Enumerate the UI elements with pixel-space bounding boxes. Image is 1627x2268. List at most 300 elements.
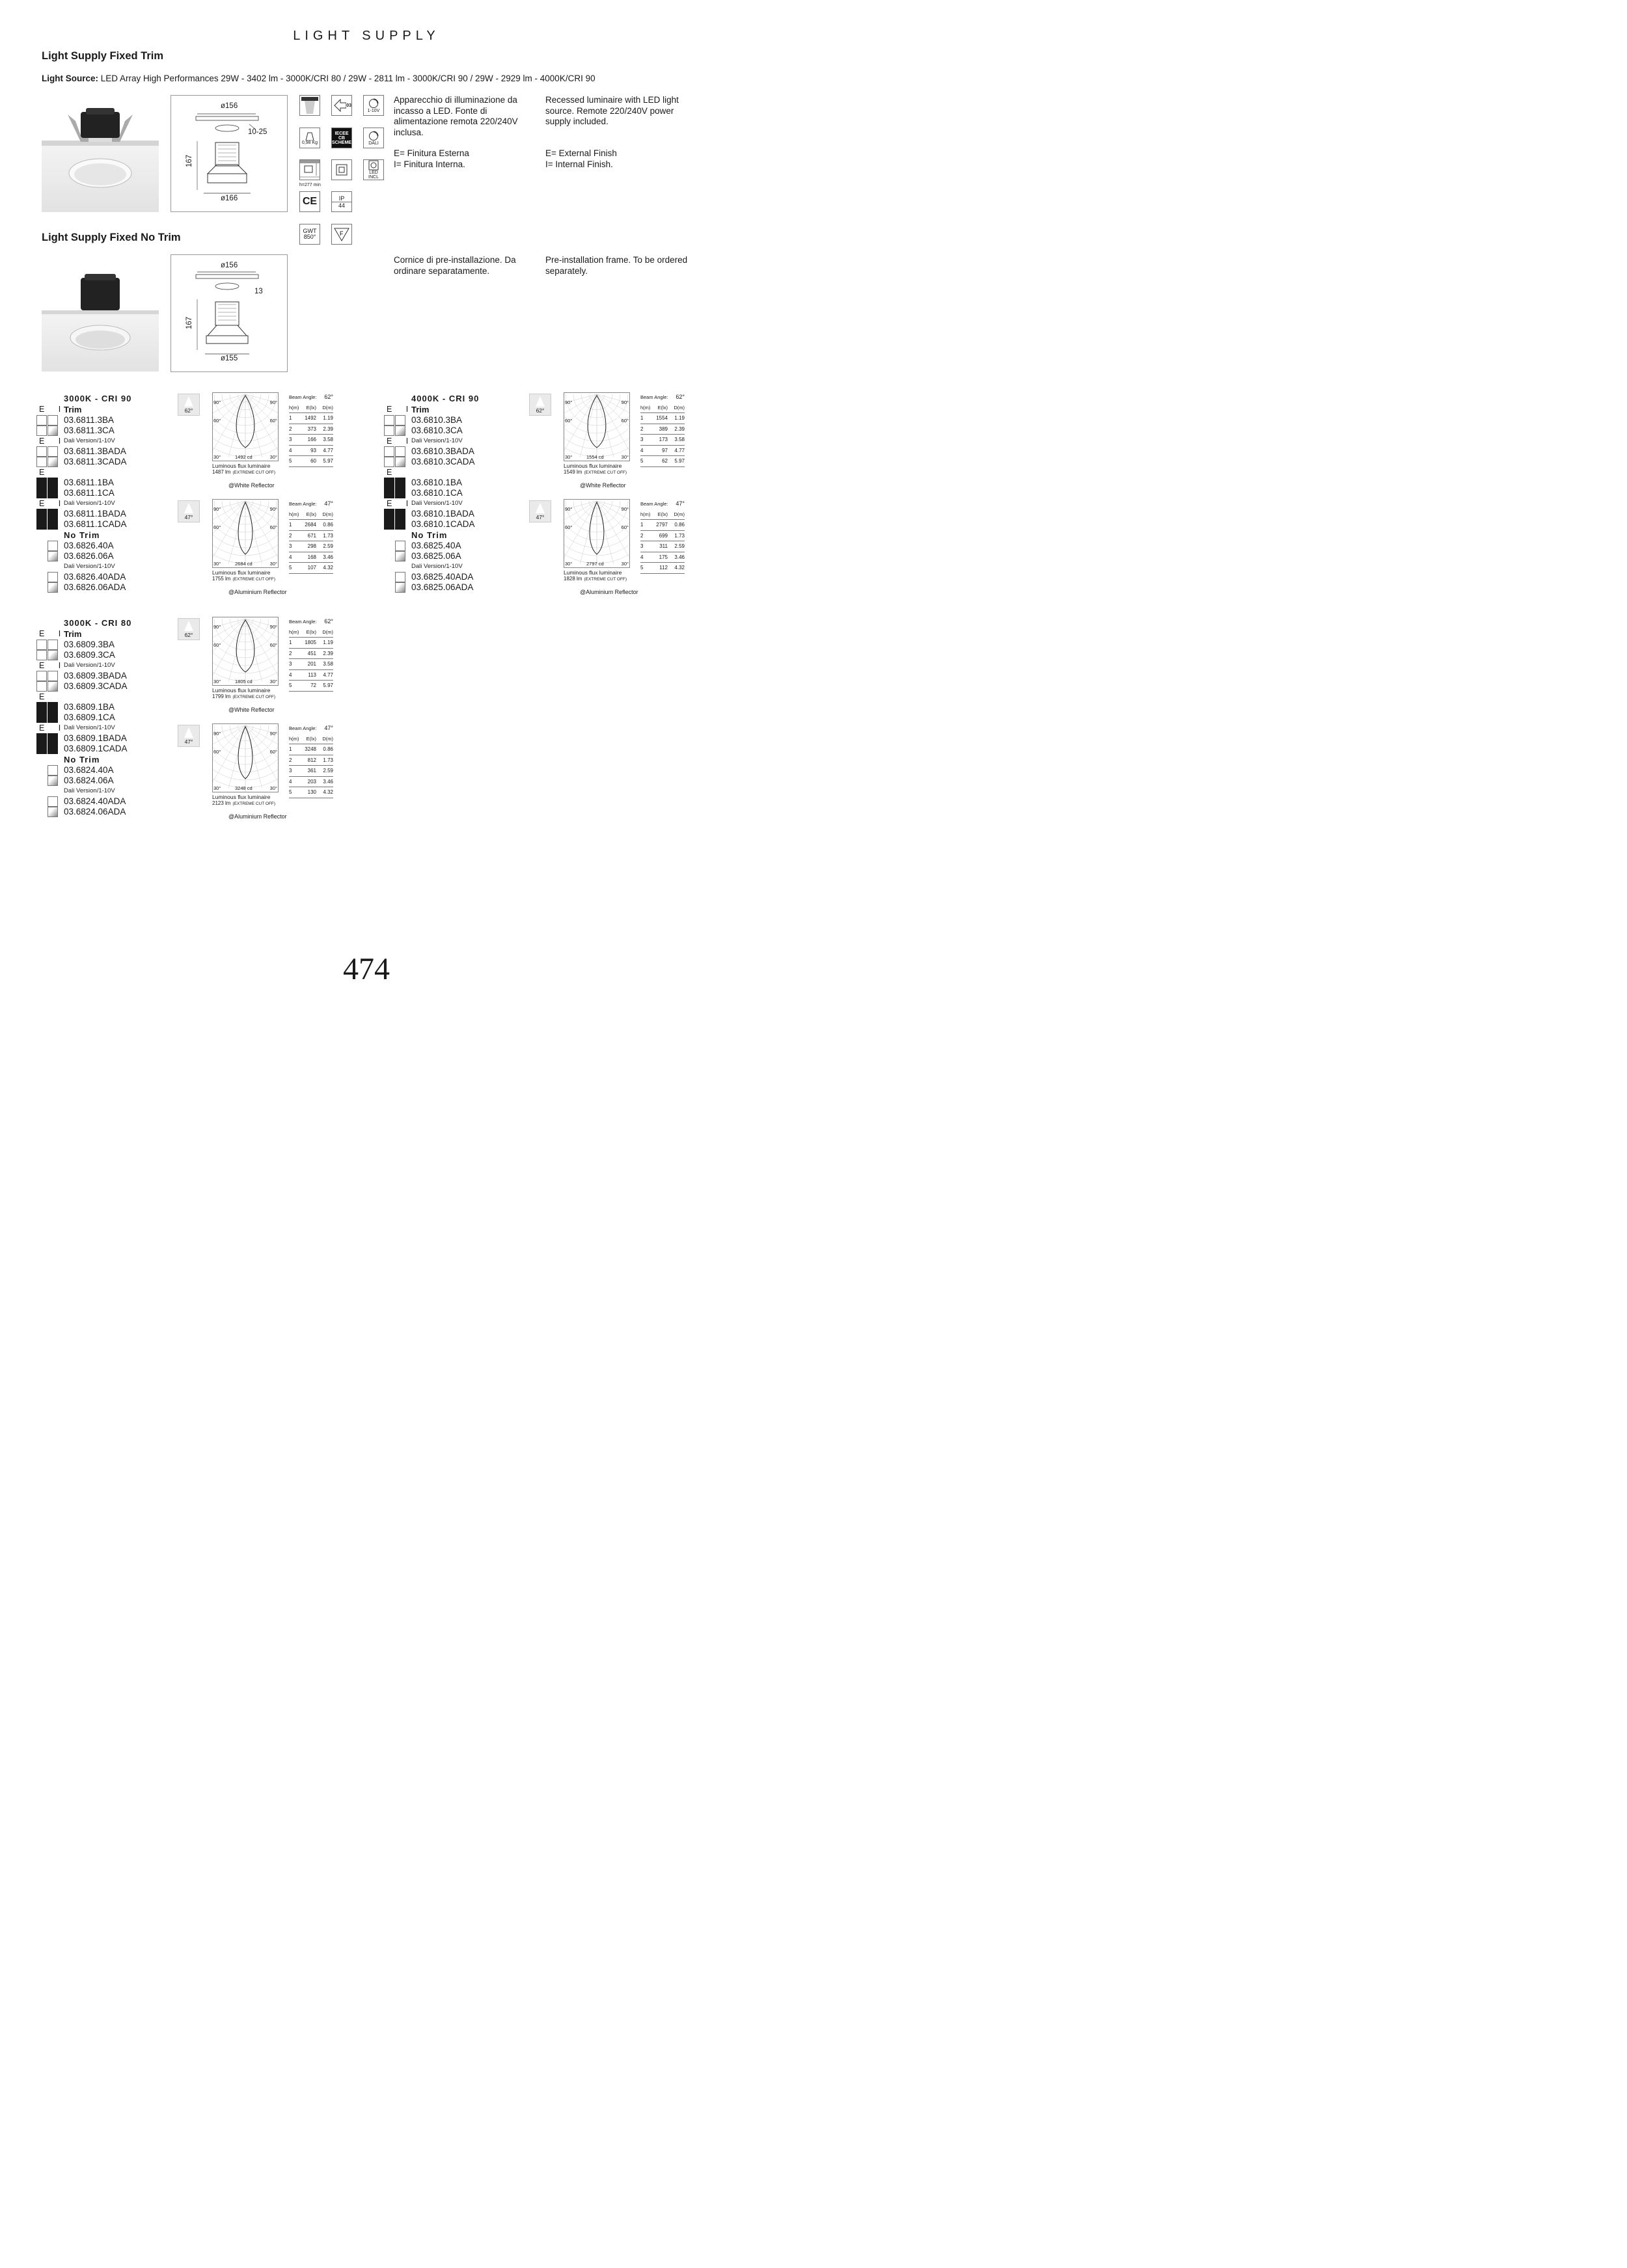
table-row	[640, 413, 685, 424]
table-row	[289, 413, 333, 424]
finish-swatch-external	[36, 509, 47, 519]
angle-90-left: 90°	[213, 506, 221, 512]
photometric-panel	[178, 617, 347, 721]
col-e: E(lx)	[306, 404, 316, 411]
table-cell: 2797	[656, 522, 668, 528]
col-h: h(m)	[289, 404, 299, 411]
table-cell: 699	[659, 532, 668, 539]
trim-heading: Trim	[64, 629, 82, 639]
product-code: 03.6811.1BADA	[64, 509, 126, 519]
finish-swatch-external	[36, 446, 47, 457]
finish-swatch-external	[384, 509, 394, 519]
spotlight-icon	[299, 95, 320, 116]
table-row	[289, 552, 333, 563]
install-height-label: h=277 min	[299, 183, 321, 187]
finish-swatch-external	[36, 702, 47, 712]
ce-mark-icon: CE	[299, 191, 320, 212]
finish-swatch-internal	[48, 446, 58, 457]
table-cell: 1	[289, 746, 292, 752]
dimmer-icon	[363, 95, 384, 116]
beam-angle-row	[289, 392, 333, 403]
finish-swatch	[395, 541, 405, 551]
product-code: 03.6824.40ADA	[64, 796, 126, 806]
table-cell: 3	[289, 661, 292, 667]
finish-swatch-internal	[48, 671, 58, 681]
finish-swatch-external	[384, 457, 394, 467]
finish-swatch	[48, 807, 58, 817]
angle-90-left: 90°	[213, 624, 221, 630]
dim-depth: 10-25	[248, 128, 267, 136]
product-code: 03.6825.40A	[411, 541, 461, 550]
description-italian: Apparecchio di illuminazione da incasso a LED. Fonte di alimentazione remota 220/240V inclusa.	[394, 95, 518, 137]
table-row	[640, 531, 685, 542]
luminous-flux-value	[564, 576, 627, 582]
finish-swatch	[395, 582, 405, 593]
table-row	[289, 649, 333, 660]
ei-header: E I	[39, 405, 67, 414]
beam-angle-row	[289, 617, 333, 627]
table-header	[289, 734, 333, 745]
beam-angle-chip	[529, 394, 551, 416]
luminous-flux-label: Luminous flux luminaire	[212, 794, 271, 800]
beam-angle-chip-label: 47°	[536, 514, 545, 520]
angle-60-right: 60°	[269, 642, 277, 648]
table-cell: 5	[289, 565, 292, 571]
finish-swatch-external	[384, 488, 394, 498]
finish-swatch-internal	[48, 425, 58, 436]
table-cell: 5	[289, 789, 292, 795]
table-cell: 5	[289, 458, 292, 464]
polar-diagram	[564, 392, 630, 461]
luminous-flux-value	[212, 469, 275, 475]
finish-swatch-internal	[48, 702, 58, 712]
product-code: 03.6825.40ADA	[411, 572, 474, 582]
finish-legend-english	[545, 148, 676, 170]
table-cell: 2.59	[674, 543, 685, 549]
angle-90-left: 90°	[565, 506, 573, 512]
table-row	[640, 541, 685, 552]
angle-30-left: 30°	[565, 561, 573, 567]
beam-angle-chip	[178, 394, 200, 416]
angle-90-left: 90°	[565, 399, 573, 405]
angle-90-right: 90°	[269, 731, 277, 736]
table-cell: 3.58	[674, 437, 685, 442]
angle-90-right: 90°	[269, 624, 277, 630]
product-code: 03.6811.1CA	[64, 488, 115, 498]
angle-90-right: 90°	[621, 506, 629, 512]
table-cell: 3.58	[323, 437, 333, 442]
class-ii-icon	[331, 95, 352, 116]
table-cell: 0.86	[323, 522, 333, 528]
block-title: 3000K - CRI 90	[64, 394, 132, 403]
finish-swatch-external	[36, 488, 47, 498]
no-trim-heading: No Trim	[411, 530, 448, 540]
table-cell: 1492	[305, 415, 316, 421]
reflector-label: @Aluminium Reflector	[580, 589, 638, 595]
table-cell: 4.32	[323, 565, 333, 571]
table-cell: 5.97	[323, 458, 333, 464]
angle-30-right: 30°	[269, 561, 277, 567]
product-code: 03.6826.06A	[64, 551, 114, 561]
table-cell: 2.59	[323, 543, 333, 549]
table-cell: 4.77	[323, 447, 333, 453]
angle-30-right: 30°	[621, 561, 629, 567]
reflector-label: @White Reflector	[228, 707, 275, 713]
ei-header: E I	[387, 437, 415, 446]
finish-swatch-internal	[48, 712, 58, 723]
photometric-panel	[178, 392, 347, 496]
dimension-drawing-trim	[171, 95, 288, 212]
col-d: D(m)	[322, 404, 333, 411]
table-cell: 4.32	[674, 565, 685, 571]
table-cell: 1.19	[323, 415, 333, 421]
luminous-flux-label: Luminous flux luminaire	[212, 687, 271, 694]
flux-lumen: 1799 lm	[212, 694, 231, 699]
finish-swatch-external	[36, 650, 47, 660]
product-code: 03.6810.1BA	[411, 478, 463, 487]
table-cell: 1.19	[323, 640, 333, 645]
finish-swatch-internal	[48, 488, 58, 498]
dim-height: 167	[185, 154, 193, 167]
weight-label: 0,98 Kg	[301, 140, 318, 145]
table-cell: 5.97	[323, 682, 333, 688]
table-row	[289, 520, 333, 531]
dali-label: DALI	[368, 141, 379, 146]
flux-lumen: 1487 lm	[212, 469, 231, 475]
beam-angle-label: Beam Angle:	[640, 501, 668, 507]
col-d: D(m)	[674, 511, 685, 517]
product-code: 03.6810.3CA	[411, 425, 463, 435]
finish-swatch-external	[384, 425, 394, 436]
luminous-flux-value	[564, 469, 627, 475]
peak-intensity: 1492 cd	[235, 454, 253, 460]
finish-swatch	[48, 572, 58, 582]
beam-angle-chip-label: 62°	[184, 407, 193, 414]
dali-version-label: Dali Version/1-10V	[64, 500, 115, 507]
beam-angle-row	[640, 499, 685, 509]
finish-it-e: E= Finitura Esterna	[394, 148, 469, 158]
reflector-label: @White Reflector	[228, 482, 275, 489]
beam-angle-chip-label: 62°	[184, 632, 193, 638]
table-cell: 112	[659, 565, 668, 571]
luminous-flux-value	[212, 694, 275, 699]
table-row	[289, 787, 333, 798]
table-row	[289, 446, 333, 457]
photometric-panel	[178, 723, 347, 828]
cutoff-note: (EXTREME CUT OFF)	[232, 470, 276, 475]
table-cell: 2.39	[323, 425, 333, 432]
luminous-flux-value	[212, 576, 275, 582]
table-cell: 1	[289, 522, 292, 528]
dim-bottom-diameter: ø155	[221, 355, 238, 362]
product-code: 03.6809.1BA	[64, 702, 115, 712]
table-cell: 4	[289, 671, 292, 678]
polar-diagram	[212, 392, 279, 461]
table-row	[640, 424, 685, 435]
table-cell: 3	[640, 437, 644, 442]
table-header	[640, 509, 685, 520]
table-cell: 1	[289, 640, 292, 645]
table-cell: 311	[659, 543, 668, 549]
product-code: 03.6810.1CADA	[411, 519, 475, 529]
col-e: E(lx)	[306, 628, 316, 635]
table-cell: 201	[307, 661, 316, 667]
reflector-label: @Aluminium Reflector	[228, 589, 287, 595]
product-code: 03.6810.3BADA	[411, 446, 474, 456]
col-e: E(lx)	[306, 735, 316, 742]
dali-version-label: Dali Version/1-10V	[64, 724, 115, 731]
finish-swatch	[48, 551, 58, 561]
product-code: 03.6824.40A	[64, 765, 114, 775]
product-code: 03.6826.40A	[64, 541, 114, 550]
luminous-flux-label: Luminous flux luminaire	[212, 463, 271, 469]
finish-en-e: E= External Finish	[545, 148, 617, 158]
no-trim-heading: No Trim	[64, 755, 100, 764]
ip-rating-icon	[331, 191, 352, 212]
product-code: 03.6824.06A	[64, 776, 114, 785]
beam-angle-chip-label: 47°	[184, 738, 193, 745]
angle-60-right: 60°	[621, 524, 629, 530]
photometric-table	[640, 392, 685, 467]
ei-header: E I	[39, 629, 67, 638]
description-english: Recessed luminaire with LED light source. Remote 220/240V power supply included.	[545, 95, 679, 126]
driver-label: 1-10V	[367, 108, 380, 113]
angle-90-right: 90°	[621, 399, 629, 405]
finish-it-i: I= Finitura Interna.	[394, 159, 465, 169]
peak-intensity: 2797 cd	[586, 561, 604, 567]
table-cell: 97	[662, 447, 668, 453]
col-e: E(lx)	[657, 511, 668, 517]
table-row	[289, 541, 333, 552]
photometric-panel	[178, 499, 347, 603]
table-cell: 2	[289, 650, 292, 656]
table-row	[640, 520, 685, 531]
finish-swatch	[48, 796, 58, 807]
f-mark-icon	[331, 224, 352, 245]
col-e: E(lx)	[306, 511, 316, 517]
table-header	[289, 509, 333, 520]
product-code: 03.6809.1BADA	[64, 733, 127, 743]
product-code: 03.6826.06ADA	[64, 582, 126, 592]
finish-swatch	[48, 582, 58, 593]
ei-header: E I	[387, 405, 415, 414]
dali-version-label: Dali Version/1-10V	[411, 500, 463, 507]
e-header: E	[39, 468, 51, 477]
dali-version-label: Dali Version/1-10V	[64, 787, 115, 794]
finish-en-i: I= Internal Finish.	[545, 159, 613, 169]
flux-lumen: 1828 lm	[564, 576, 582, 582]
finish-swatch-external	[36, 744, 47, 754]
table-cell: 3.58	[323, 661, 333, 667]
cutoff-note: (EXTREME CUT OFF)	[232, 577, 276, 582]
iecee-icon: IECEE CB SCHEME	[331, 128, 352, 148]
ei-header: E I	[39, 661, 67, 670]
reflector-label: @White Reflector	[580, 482, 626, 489]
product-code: 03.6811.3BADA	[64, 446, 126, 456]
beam-angle-value: 47°	[324, 725, 333, 731]
ip-label: IP	[332, 195, 351, 202]
table-cell: 1	[640, 522, 644, 528]
table-cell: 166	[307, 437, 316, 442]
table-row	[289, 424, 333, 435]
table-cell: 4	[640, 447, 644, 453]
light-source-line	[42, 74, 595, 83]
table-header	[289, 627, 333, 638]
finish-swatch-external	[36, 640, 47, 650]
beam-angle-chip-label: 62°	[536, 407, 545, 414]
angle-90-right: 90°	[269, 506, 277, 512]
table-cell: 4.32	[323, 789, 333, 795]
table-cell: 3	[640, 543, 644, 549]
angle-30-left: 30°	[213, 785, 221, 791]
table-cell: 72	[310, 682, 316, 688]
no-trim-description-english: Pre-installation frame. To be ordered separately.	[545, 255, 688, 276]
table-cell: 2.39	[674, 425, 685, 432]
finish-swatch-external	[36, 519, 47, 530]
table-cell: 4	[289, 554, 292, 560]
section-title-fixed-no-trim: Light Supply Fixed No Trim	[42, 232, 181, 243]
table-row	[289, 456, 333, 467]
luminous-flux-label: Luminous flux luminaire	[564, 569, 622, 576]
table-row	[289, 659, 333, 670]
finish-swatch-external	[36, 681, 47, 692]
finish-swatch-internal	[48, 681, 58, 692]
table-cell: 62	[662, 458, 668, 464]
finish-swatch-internal	[48, 457, 58, 467]
polar-diagram	[212, 617, 279, 686]
col-d: D(m)	[322, 628, 333, 635]
col-h: h(m)	[640, 404, 651, 411]
angle-30-left: 30°	[565, 454, 573, 460]
product-code: 03.6811.1CADA	[64, 519, 127, 529]
finish-swatch-internal	[395, 488, 405, 498]
dali-version-label: Dali Version/1-10V	[64, 437, 115, 444]
table-cell: 113	[308, 671, 316, 678]
product-code: 03.6809.3CA	[64, 650, 115, 660]
table-cell: 1.19	[674, 415, 685, 421]
table-cell: 2	[289, 425, 292, 432]
table-cell: 812	[307, 757, 316, 763]
gwt-icon: GWT 850°	[299, 224, 320, 245]
angle-60-left: 60°	[565, 524, 573, 530]
ei-header: E I	[387, 499, 415, 508]
col-d: D(m)	[322, 735, 333, 742]
svg-text:F: F	[340, 230, 344, 237]
table-cell: 173	[659, 437, 668, 442]
product-code: 03.6809.1CADA	[64, 744, 128, 753]
table-cell: 5	[640, 565, 644, 571]
product-code: 03.6810.3CADA	[411, 457, 475, 466]
polar-diagram	[212, 499, 279, 568]
install-height-icon	[299, 159, 320, 180]
table-row	[289, 670, 333, 681]
dali-version-label: Dali Version/1-10V	[411, 563, 463, 570]
beam-angle-value: 62°	[324, 618, 333, 625]
square-cut-icon	[331, 159, 352, 180]
dim-depth: 13	[254, 288, 263, 295]
table-row	[289, 531, 333, 542]
finish-swatch	[48, 541, 58, 551]
finish-swatch-internal	[395, 415, 405, 425]
table-cell: 298	[307, 543, 316, 549]
table-row	[640, 552, 685, 563]
luminous-flux-label: Luminous flux luminaire	[212, 569, 271, 576]
finish-swatch	[48, 765, 58, 776]
product-code: 03.6809.3BADA	[64, 671, 127, 681]
col-h: h(m)	[289, 511, 299, 517]
table-cell: 361	[307, 768, 316, 774]
table-cell: 1.73	[323, 757, 333, 763]
photometric-table	[289, 499, 333, 574]
finish-swatch-internal	[48, 650, 58, 660]
product-code: 03.6825.06ADA	[411, 582, 474, 592]
col-h: h(m)	[640, 511, 651, 517]
cutoff-note: (EXTREME CUT OFF)	[232, 695, 276, 699]
beam-angle-chip	[178, 618, 200, 640]
table-cell: 2684	[305, 522, 316, 528]
product-code: 03.6811.3CADA	[64, 457, 127, 466]
led-label: LED INCL	[368, 170, 379, 180]
table-cell: 203	[307, 778, 316, 785]
table-cell: 3	[289, 768, 292, 774]
product-code: 03.6809.1CA	[64, 712, 115, 722]
cutoff-note: (EXTREME CUT OFF)	[584, 577, 627, 582]
photometric-panel	[529, 499, 698, 603]
finish-swatch-internal	[395, 446, 405, 457]
col-e: E(lx)	[657, 404, 668, 411]
luminous-flux-value	[212, 800, 275, 806]
table-row	[289, 563, 333, 574]
light-source-label: Light Source:	[42, 74, 98, 83]
table-cell: 3.46	[674, 554, 685, 560]
table-cell: 4.77	[674, 447, 685, 453]
beam-angle-label: Beam Angle:	[640, 394, 668, 400]
table-cell: 5	[640, 458, 644, 464]
table-cell: 1.73	[323, 532, 333, 539]
angle-60-right: 60°	[269, 524, 277, 530]
dim-top-diameter: ø156	[221, 262, 238, 269]
flux-lumen: 1549 lm	[564, 469, 582, 475]
table-cell: 1554	[656, 415, 668, 421]
beam-angle-row	[289, 499, 333, 509]
ip-value: 44	[338, 202, 345, 209]
e-header: E	[387, 468, 398, 477]
finish-swatch-internal	[395, 457, 405, 467]
beam-angle-label: Beam Angle:	[289, 619, 317, 625]
finish-swatch-external	[36, 425, 47, 436]
dali-version-label: Dali Version/1-10V	[64, 662, 115, 669]
angle-90-left: 90°	[213, 399, 221, 405]
finish-swatch-internal	[48, 519, 58, 530]
table-cell: 3.46	[323, 778, 333, 785]
finish-swatch-internal	[48, 744, 58, 754]
trim-heading: Trim	[64, 405, 82, 414]
ei-header: E I	[39, 499, 67, 508]
no-trim-heading: No Trim	[64, 530, 100, 540]
beam-angle-chip	[529, 500, 551, 522]
beam-angle-value: 47°	[676, 500, 685, 507]
dali-icon	[363, 128, 384, 148]
table-cell: 389	[659, 425, 668, 432]
beam-angle-label: Beam Angle:	[289, 725, 317, 731]
angle-30-right: 30°	[269, 679, 277, 684]
finish-swatch-external	[36, 671, 47, 681]
finish-swatch-internal	[395, 425, 405, 436]
finish-swatch-internal	[395, 519, 405, 530]
section-title-fixed-trim: Light Supply Fixed Trim	[42, 50, 164, 62]
beam-angle-value: 62°	[676, 394, 685, 400]
angle-60-right: 60°	[269, 418, 277, 424]
